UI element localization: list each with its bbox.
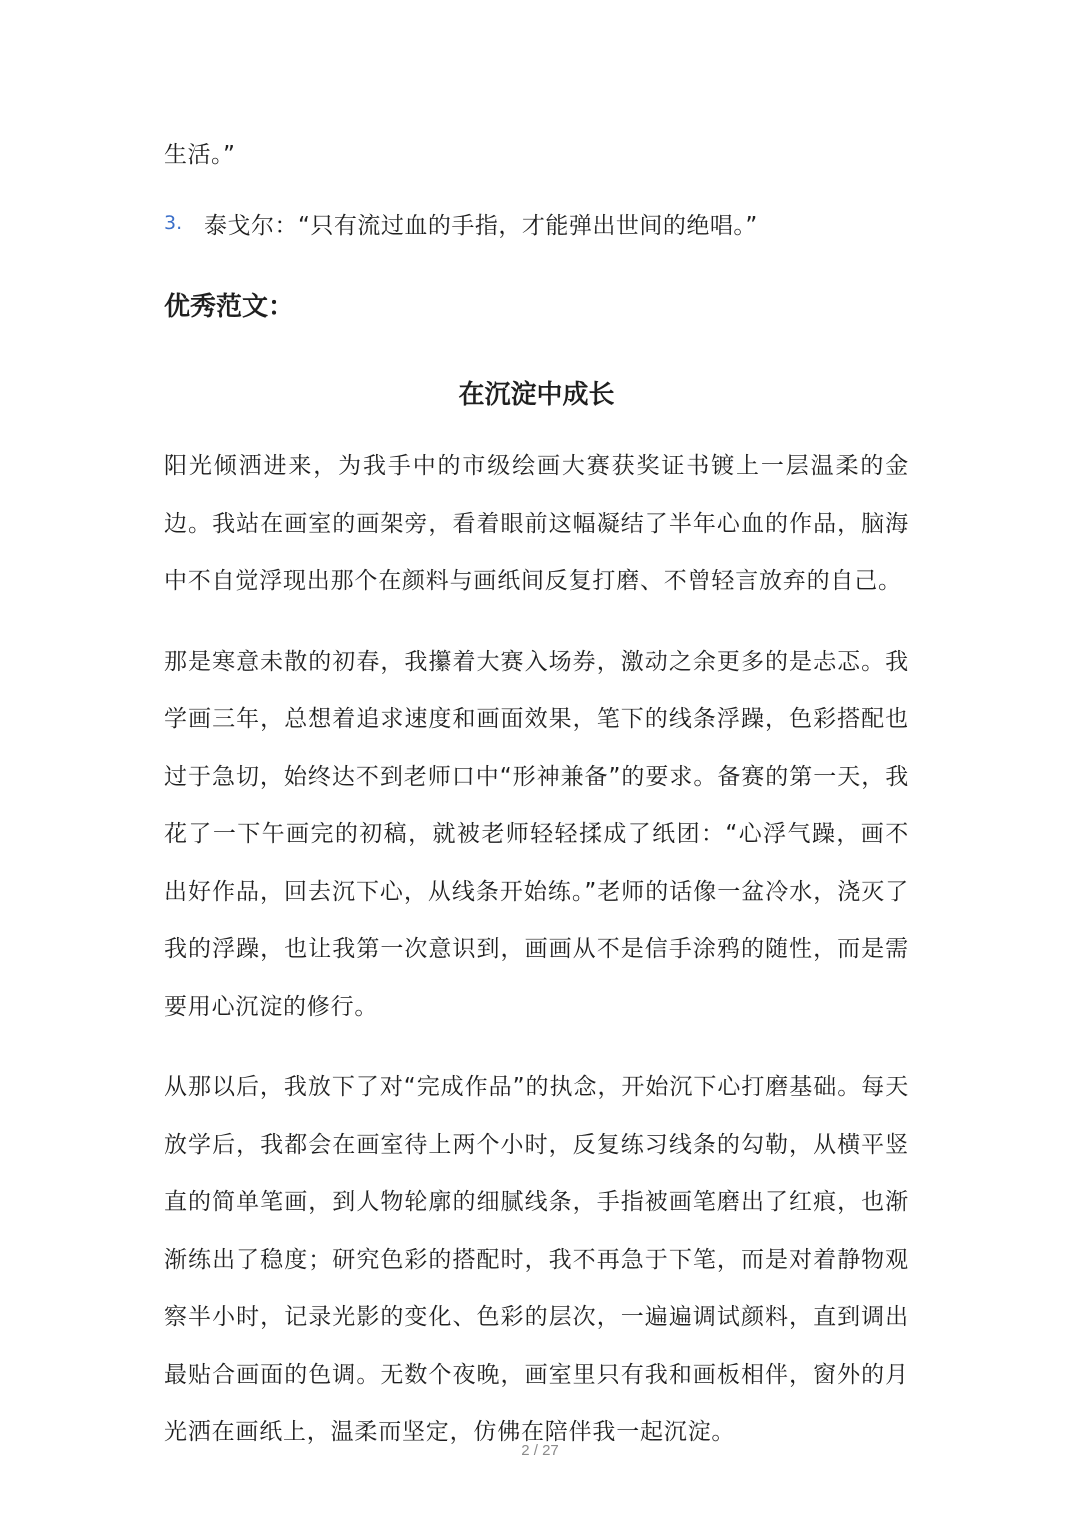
essay-title: 在沉淀中成长 xyxy=(458,380,615,410)
section-heading: 优秀范文： xyxy=(164,292,295,322)
page-content xyxy=(164,126,909,1485)
page-number-indicator: 2 / 27 xyxy=(521,1442,559,1459)
continued-quote-text: 生活。” xyxy=(164,142,236,168)
list-item-number: 3. xyxy=(164,212,183,234)
quote-list-item xyxy=(164,194,909,252)
essay-paragraph-3: 从那以后，我放下了对“完成作品”的执念，开始沉下心打磨基础。每天放学后，我都会在画室待上两个小时，反复练习线条的勾勒，从横平竖直的简单笔画，到人物轮廓的细腻线条，手指被画笔磨出了红痕，也渐渐练出了稳度；研究色彩的搭配时，我不再急于下笔，而是对着静物观察半小时，记录光影的变化、色彩的层次，一遍遍调试颜料，直到调出最贴合画面的色调。无数个夜晚，画室里只有我和画板相伴，窗外的月光洒在画纸上，温柔而坚定，仿佛在陪伴我一起沉淀。 xyxy=(164,1074,909,1445)
essay-paragraph-1: 阳光倾洒进来，为我手中的市级绘画大赛获奖证书镀上一层温柔的金边。我站在画室的画架旁，看着眼前这幅凝结了半年心血的作品，脑海中不自觉浮现出那个在颜料与画纸间反复打磨、不曾轻言放弃的自己。 xyxy=(164,453,909,594)
list-item-text: 泰戈尔：“只有流过血的手指，才能弹出世间的绝唱。” xyxy=(204,212,758,239)
essay-paragraph-2: 那是寒意未散的初春，我攥着大赛入场券，激动之余更多的是忐忑。我学画三年，总想着追求速度和画面效果，笔下的线条浮躁，色彩搭配也过于急切，始终达不到老师口中“形神兼备”的要求。备赛的第一天，我花了一下午画完的初稿，就被老师轻轻揉成了纸团：“心浮气躁，画不出好作品，回去沉下心，从线条开始练。”老师的话像一盆冷水，浇灭了我的浮躁，也让我第一次意识到，画画从不是信手涂鸦的随性，而是需要用心沉淀的修行。 xyxy=(164,648,909,1020)
